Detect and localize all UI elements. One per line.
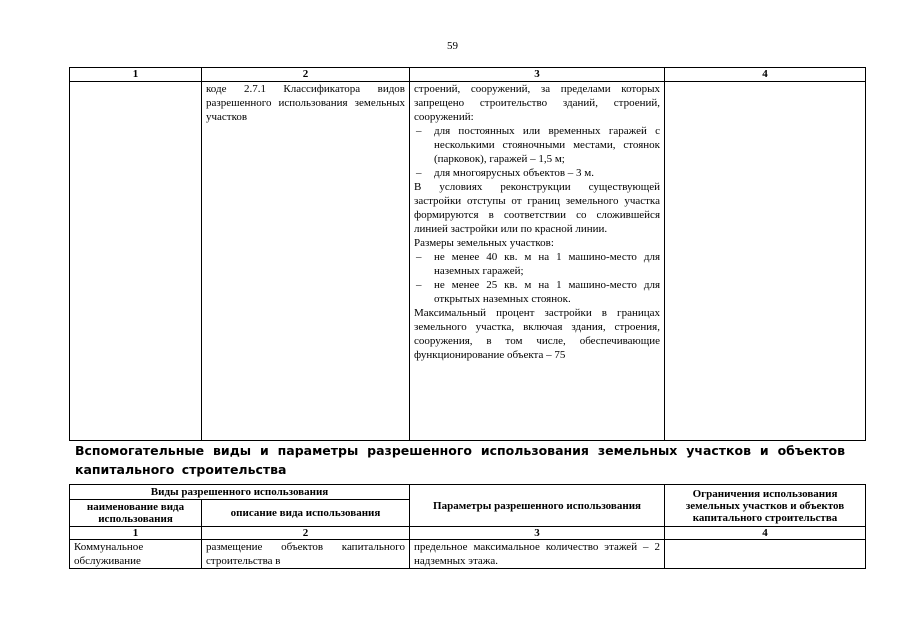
- restrictions-header: Ограничения использования земельных участков и объектов капитального строительства: [665, 485, 866, 527]
- plot-sizes-title: Размеры земельных участков:: [414, 237, 554, 249]
- column-number-3: 3: [410, 527, 665, 540]
- column-number-4: 4: [665, 68, 866, 82]
- table-row: [70, 540, 866, 569]
- use-name-cell: [70, 82, 202, 441]
- list-item: – не менее 25 кв. м на 1 машино-место для открытых наземных стоянок.: [414, 278, 660, 306]
- use-description-cell: коде 2.7.1 Классификатора видов разрешенного использования земельных участков: [202, 82, 410, 441]
- column-number-row: [70, 68, 866, 82]
- auxiliary-uses-table: [69, 484, 866, 569]
- parameters-cell: [410, 82, 665, 441]
- table-row: [70, 82, 866, 441]
- reconstruction-paragraph: В условиях реконструкции существующей застройки отступы от границ земельного участка формируются в соответствии со сложившейся линией застройки или по красной линии.: [414, 181, 660, 235]
- column-number-1: 1: [70, 68, 202, 82]
- use-description-text: размещение объектов капитального строительства в: [206, 541, 406, 567]
- use-name-header: наименование вида использования: [70, 500, 202, 527]
- column-number-row: [70, 527, 866, 540]
- use-description-cell: [202, 540, 410, 569]
- column-number-2: 2: [202, 68, 410, 82]
- page-number: 59: [447, 40, 458, 52]
- list-item: – для постоянных или временных гаражей с несколькими стояночными местами, стоянок (парковок), гаражей – 1,5 м;: [414, 124, 660, 166]
- column-number-3: 3: [410, 68, 665, 82]
- list-item: – для многоярусных объектов – 3 м.: [414, 166, 660, 180]
- regulations-table-continued: [69, 67, 866, 441]
- use-name-cell: [70, 540, 202, 569]
- restrictions-cell: [665, 540, 866, 569]
- list-item: – не менее 40 кв. м на 1 машино-место для наземных гаражей;: [414, 250, 660, 278]
- use-name-text: Коммунальное обслуживание: [74, 541, 144, 567]
- column-number-2: 2: [202, 527, 410, 540]
- column-number-1: 1: [70, 527, 202, 540]
- parameters-cell: [410, 540, 665, 569]
- parameters-text: предельное максимальное количество этажей – 2 надземных этажа.: [414, 541, 661, 567]
- parameters-intro: строений, сооружений, за пределами которых запрещено строительство зданий, строений, сооружений:: [414, 83, 660, 123]
- parameters-header: Параметры разрешенного использования: [410, 485, 665, 527]
- header-row: [70, 485, 866, 500]
- restrictions-cell: [665, 82, 866, 441]
- use-types-group-header: Виды разрешенного использования: [70, 485, 410, 500]
- section-heading: Вспомогательные виды и параметры разрешенного использования земельных участков и объектов капитального строительства: [75, 443, 845, 477]
- use-description-header: описание вида использования: [202, 500, 410, 527]
- column-number-4: 4: [665, 527, 866, 540]
- max-building-percent: Максимальный процент застройки в границах земельного участка, включая здания, строения, сооружения, в том числе, обеспечивающие функционирование объекта – 75: [414, 307, 660, 361]
